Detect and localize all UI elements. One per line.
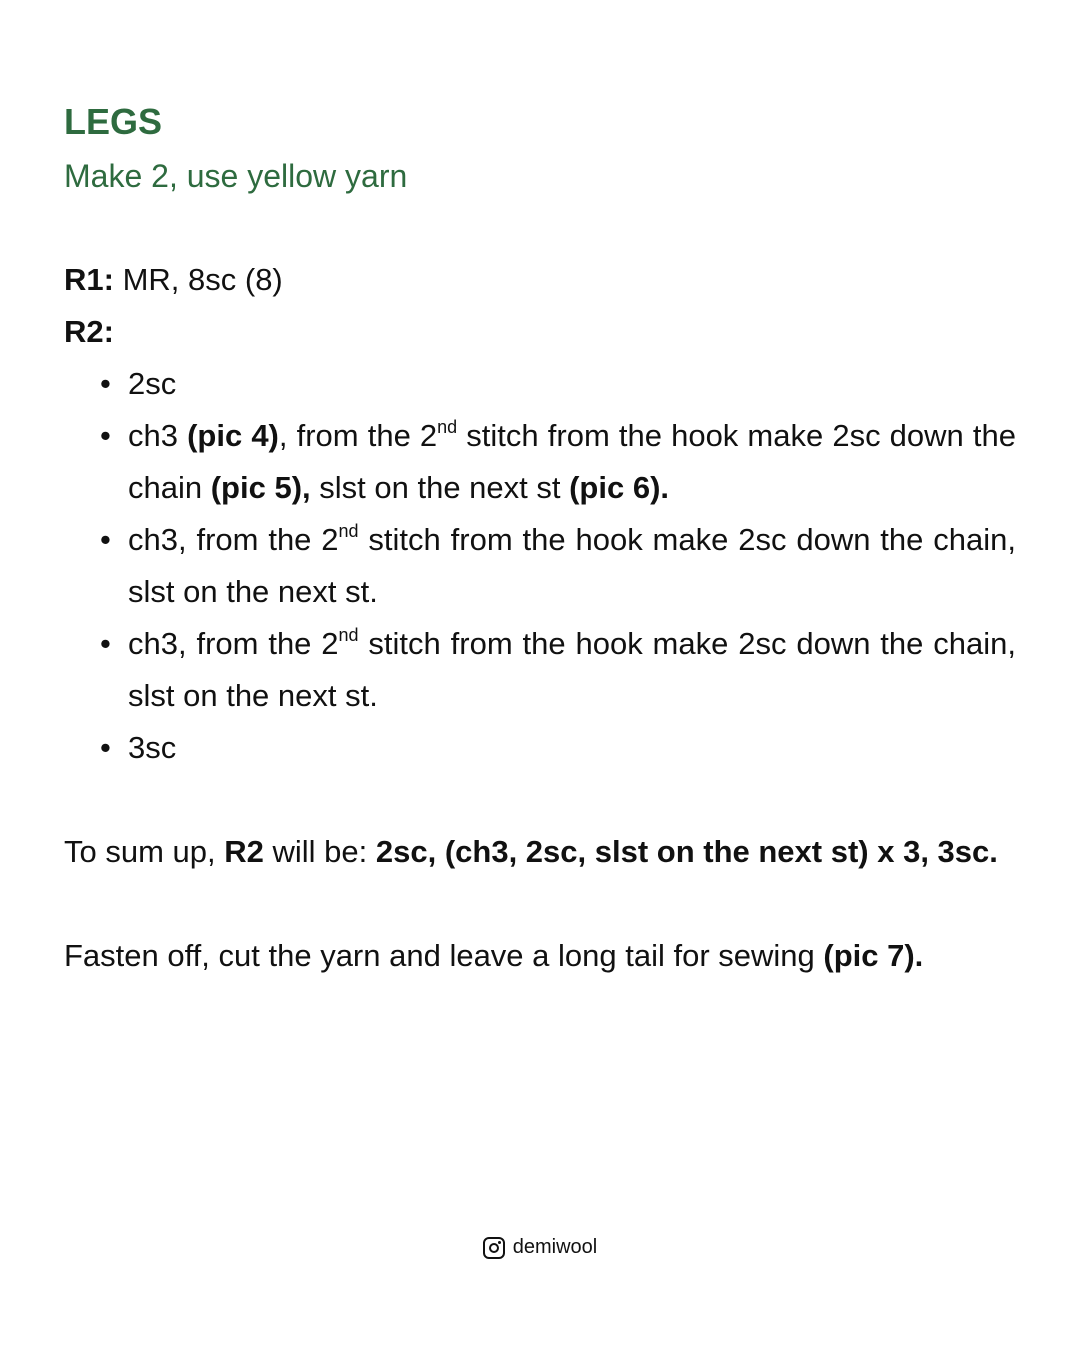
footer bbox=[0, 1236, 1080, 1259]
step-1: • 2sc bbox=[128, 358, 1016, 410]
section-title: LEGS bbox=[64, 101, 163, 142]
step-2: • ch3 (pic 4), from the 2nd stitch from the hook make 2sc down the chain (pic 5), slst on the next st (pic 6). bbox=[128, 410, 1016, 514]
round-1-label: R1: bbox=[64, 262, 114, 297]
section-subtitle: Make 2, use yellow yarn bbox=[64, 158, 408, 194]
instagram-icon bbox=[483, 1237, 505, 1259]
pattern-page bbox=[64, 96, 1016, 982]
instagram-handle: demiwool bbox=[512, 1236, 598, 1258]
round-2 bbox=[64, 306, 1016, 358]
step-4: • ch3, from the 2nd stitch from the hook make 2sc down the chain, slst on the next st. bbox=[128, 618, 1016, 722]
round-1-text: MR, 8sc (8) bbox=[122, 262, 283, 297]
fasten-off-paragraph: Fasten off, cut the yarn and leave a long tail for sewing (pic 7). bbox=[64, 938, 924, 973]
summary-paragraph: To sum up, R2 will be: 2sc, (ch3, 2sc, slst on the next st) x 3, 3sc. bbox=[64, 834, 998, 869]
step-5: • 3sc bbox=[128, 722, 1016, 774]
round-2-label: R2: bbox=[64, 314, 114, 349]
step-3: • ch3, from the 2nd stitch from the hook make 2sc down the chain, slst on the next st. bbox=[128, 514, 1016, 618]
pattern-body bbox=[64, 254, 1016, 982]
round-1 bbox=[64, 254, 1016, 306]
round-2-steps bbox=[64, 358, 1016, 774]
